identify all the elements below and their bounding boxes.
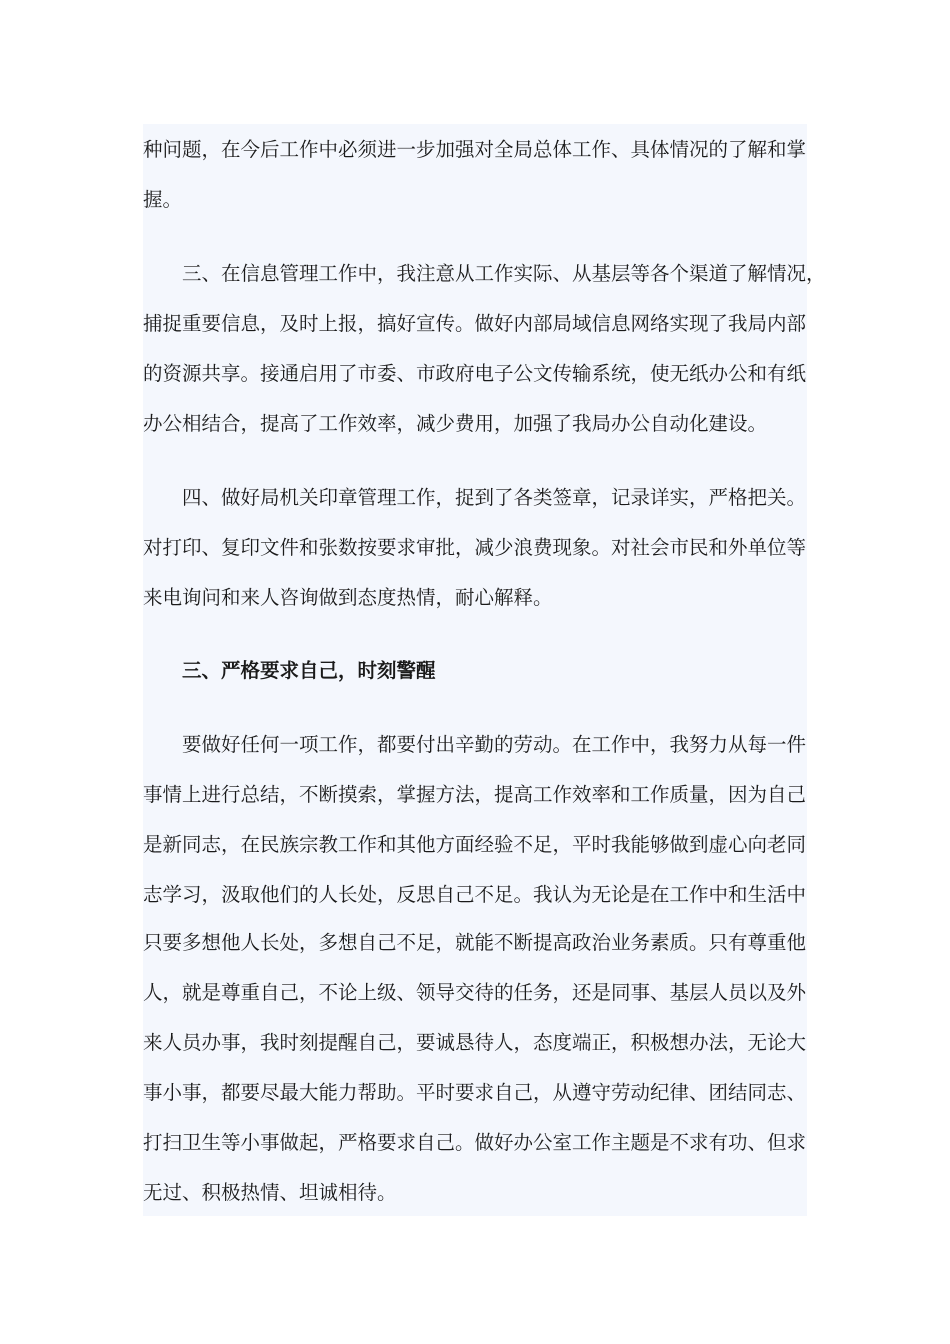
paragraph-line: 来电询问和来人咨询做到态度热情，耐心解释。 (143, 586, 553, 609)
paragraph-line: 捕捉重要信息，及时上报，搞好宣传。做好内部局域信息网络实现了我局内部 (143, 312, 807, 335)
paragraph-line: 事小事，都要尽最大能力帮助。平时要求自己，从遵守劳动纪律、团结同志、 (143, 1081, 807, 1104)
paragraph-line: 握。 (143, 188, 183, 211)
paragraph-line: 无过、积极热情、坦诚相待。 (143, 1181, 397, 1204)
paragraph-line: 的资源共享。接通启用了市委、市政府电子公文传输系统，使无纸办公和有纸 (143, 362, 807, 385)
paragraph-line: 要做好任何一项工作，都要付出辛勤的劳动。在工作中，我努力从每一件 (182, 733, 807, 756)
paragraph-line: 四、做好局机关印章管理工作，捉到了各类签章，记录详实，严格把关。 (182, 486, 807, 509)
paragraph-line: 打扫卫生等小事做起，严格要求自己。做好办公室工作主题是不求有功、但求 (143, 1131, 807, 1154)
paragraph-line: 事情上进行总结，不断摸索，掌握方法，提高工作效率和工作质量，因为自己 (143, 783, 807, 806)
section-heading: 三、严格要求自己，时刻警醒 (182, 659, 436, 682)
paragraph-line: 种问题，在今后工作中必须进一步加强对全局总体工作、具体情况的了解和掌 (143, 138, 807, 161)
paragraph-line: 是新同志，在民族宗教工作和其他方面经验不足，平时我能够做到虚心向老同 (143, 833, 807, 856)
paragraph-line: 三、在信息管理工作中，我注意从工作实际、从基层等各个渠道了解情况， (182, 262, 826, 285)
paragraph-line: 只要多想他人长处，多想自己不足，就能不断提高政治业务素质。只有尊重他 (143, 931, 807, 954)
paragraph-line: 人，就是尊重自己，不论上级、领导交待的任务，还是同事、基层人员以及外 (143, 981, 807, 1004)
paragraph-line: 志学习，汲取他们的人长处，反思自己不足。我认为无论是在工作中和生活中 (143, 883, 807, 906)
paragraph-line: 对打印、复印文件和张数按要求审批，减少浪费现象。对社会市民和外单位等 (143, 536, 807, 559)
paragraph-line: 来人员办事，我时刻提醒自己，要诚恳待人，态度端正，积极想办法，无论大 (143, 1031, 807, 1054)
paragraph-line: 办公相结合，提高了工作效率，减少费用，加强了我局办公自动化建设。 (143, 412, 768, 435)
